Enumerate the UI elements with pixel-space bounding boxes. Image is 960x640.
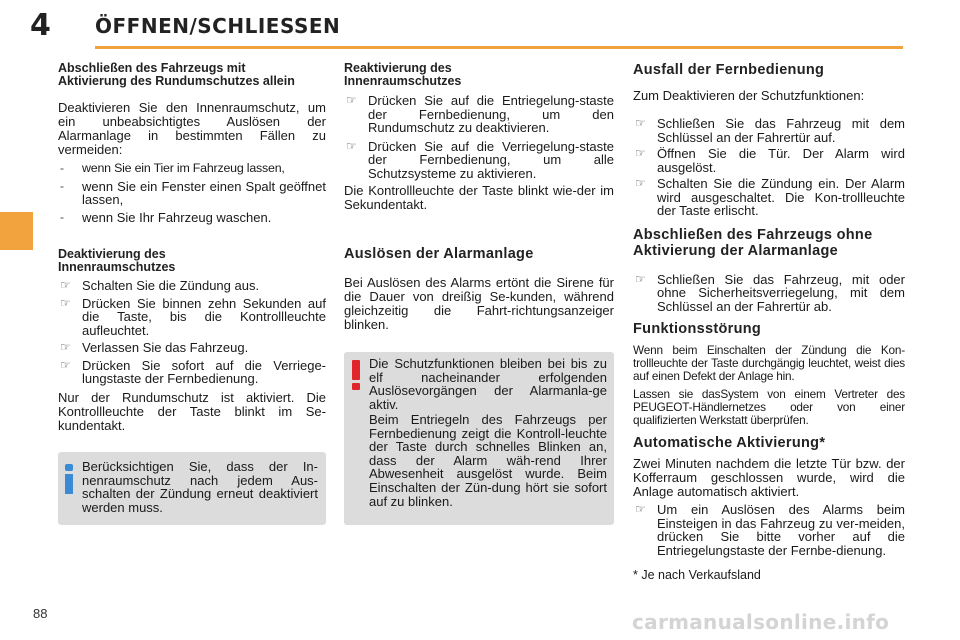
info-icon bbox=[64, 464, 74, 494]
list-item: ☞ Schalten Sie die Zündung ein. Der Alarm wird ausgeschaltet. Die Kon-trollleuchte der Taste erlischt. bbox=[635, 176, 905, 218]
section-heading: Abschließen des Fahrzeugs mit Aktivierung des Rundumschutzes allein bbox=[58, 61, 295, 88]
section-heading: Reaktivierung des Innenraumschutzes bbox=[344, 61, 462, 88]
section-heading: Auslösen der Alarmanlage bbox=[344, 246, 534, 262]
pointing-hand-icon: ☞ bbox=[346, 138, 357, 153]
section-heading: Automatische Aktivierung* bbox=[633, 435, 826, 451]
paragraph: Zwei Minuten nachdem die letzte Tür bzw. der Kofferraum geschlossen wurde, wird die Anlage automatisch aktiviert. bbox=[633, 456, 905, 499]
pointing-hand-icon: ☞ bbox=[60, 295, 71, 310]
column-right bbox=[633, 62, 905, 582]
bullet-list bbox=[633, 503, 905, 557]
section-heading: Funktionsstörung bbox=[633, 321, 762, 337]
warning-text: Beim Entriegeln des Fahrzeugs per Fernbedienung zeigt die Kontroll-leuchte der Taste durch schnelles Blinken an, dass der Alarm wäh-rend Ihrer Abwesenheit ausgelöst wurde. Beim Einschalten der Zün-dung hört sie sofort auf zu blinken. bbox=[369, 412, 607, 509]
list-item: ☞ Schließen Sie das Fahrzeug mit dem Schlüssel an der Fahrertür auf. bbox=[635, 116, 905, 145]
chapter-number: 4 bbox=[30, 8, 51, 43]
list-item: - wenn Sie Ihr Fahrzeug waschen. bbox=[60, 209, 272, 225]
list-item: ☞ Drücken Sie binnen zehn Sekunden auf die Taste, bis die Kontrollleuchte aufleuchtet. bbox=[60, 295, 326, 338]
warning-box bbox=[344, 352, 614, 525]
section-heading: Ausfall der Fernbedienung bbox=[633, 62, 825, 78]
section-heading: Deaktivierung des Innenraumschutzes bbox=[58, 247, 176, 274]
list-item: ☞ Schließen Sie das Fahrzeug, mit oder ohne Sicherheitsverriegelung, mit dem Schlüssel an der Fahrertür ab. bbox=[635, 271, 905, 314]
pointing-hand-icon: ☞ bbox=[635, 176, 646, 190]
exclamation-icon bbox=[350, 360, 362, 390]
info-text: Berücksichtigen Sie, dass der In-nenraumschutz nach jedem Aus-schalten der Zündung erneut deaktiviert werden muss. bbox=[82, 459, 318, 515]
column-middle bbox=[344, 62, 614, 332]
list-item: - wenn Sie ein Fenster einen Spalt geöffnet lassen, bbox=[60, 178, 326, 207]
paragraph: Zum Deaktivieren der Schutzfunktionen: bbox=[633, 88, 865, 103]
header-divider bbox=[95, 46, 903, 49]
list-item: ☞ Drücken Sie sofort auf die Verriege-lungstaste der Fernbedienung. bbox=[60, 357, 326, 386]
bullet-list bbox=[344, 94, 614, 180]
pointing-hand-icon: ☞ bbox=[346, 93, 357, 107]
pointing-hand-icon: ☞ bbox=[635, 271, 646, 286]
list-item: ☞ Öffnen Sie die Tür. Der Alarm wird ausgelöst. bbox=[635, 146, 905, 175]
paragraph: Bei Auslösen des Alarms ertönt die Sirene für die Dauer von dreißig Se-kunden, während gleichzeitig die Fahrt-richtungsanzeiger blinken. bbox=[344, 275, 614, 332]
page-number: 88 bbox=[33, 606, 48, 621]
page-title: ÖFFNEN/SCHLIESSEN bbox=[95, 14, 341, 38]
pointing-hand-icon: ☞ bbox=[60, 340, 71, 354]
pointing-hand-icon: ☞ bbox=[60, 278, 71, 292]
warning-text: Die Schutzfunktionen bleiben bei bis zu elf nacheinander erfolgenden Auslösevorgängen der Alarmanla-ge aktiv. bbox=[369, 356, 607, 412]
paragraph: Nur der Rundumschutz ist aktiviert. Die Kontrollleuchte der Taste blinkt im Se-kundentakt. bbox=[58, 389, 326, 433]
column-left bbox=[58, 62, 326, 433]
list-item: ☞ Um ein Auslösen des Alarms beim Einsteigen in das Fahrzeug zu ver-meiden, drücken Sie bitte vorher auf die Entriegelungstaste der Fernbe-dienung. bbox=[635, 502, 905, 558]
bullet-list bbox=[633, 273, 905, 314]
bullet-list bbox=[58, 279, 326, 386]
dash-list bbox=[58, 162, 326, 224]
pointing-hand-icon: ☞ bbox=[635, 502, 646, 516]
footnote: * Je nach Verkaufsland bbox=[633, 568, 761, 582]
section-heading: Abschließen des Fahrzeugs ohne Aktivierung der Alarmanlage bbox=[633, 226, 873, 259]
list-item: ☞ Drücken Sie auf die Entriegelung-staste der Fernbedienung, um den Rundumschutz zu deaktivieren. bbox=[346, 93, 614, 135]
paragraph: Die Kontrollleuchte der Taste blinkt wie-der im Sekundentakt. bbox=[344, 183, 614, 212]
pointing-hand-icon: ☞ bbox=[635, 116, 646, 130]
chapter-tab-marker bbox=[0, 212, 33, 250]
info-box bbox=[58, 452, 326, 525]
pointing-hand-icon: ☞ bbox=[60, 357, 71, 372]
list-item: ☞ Drücken Sie auf die Verriegelung-staste der Fernbedienung, um alle Schutzsysteme zu aktivieren. bbox=[346, 138, 614, 181]
paragraph: Lassen sie dasSystem von einem Vertreter des PEUGEOT-Händlernetzes oder von einer qualifizierten Werkstatt überprüfen. bbox=[633, 387, 905, 427]
list-item: - wenn Sie ein Tier im Fahrzeug lassen, bbox=[60, 161, 285, 175]
paragraph: Deaktivieren Sie den Innenraumschutz, um ein unbeabsichtigtes Auslösen der Alarmanlage in bestimmten Fällen zu vermeiden: bbox=[58, 100, 326, 157]
bullet-list bbox=[633, 117, 905, 218]
pointing-hand-icon: ☞ bbox=[635, 146, 646, 160]
list-item: ☞ Schalten Sie die Zündung aus. bbox=[60, 278, 260, 293]
paragraph: Wenn beim Einschalten der Zündung die Kon-trollleuchte der Taste durchgängig leuchtet, weist dies auf einen Defekt der Anlage hin. bbox=[633, 343, 905, 383]
watermark: carmanualsonline.info bbox=[632, 610, 890, 634]
list-item: ☞ Verlassen Sie das Fahrzeug. bbox=[60, 340, 249, 355]
